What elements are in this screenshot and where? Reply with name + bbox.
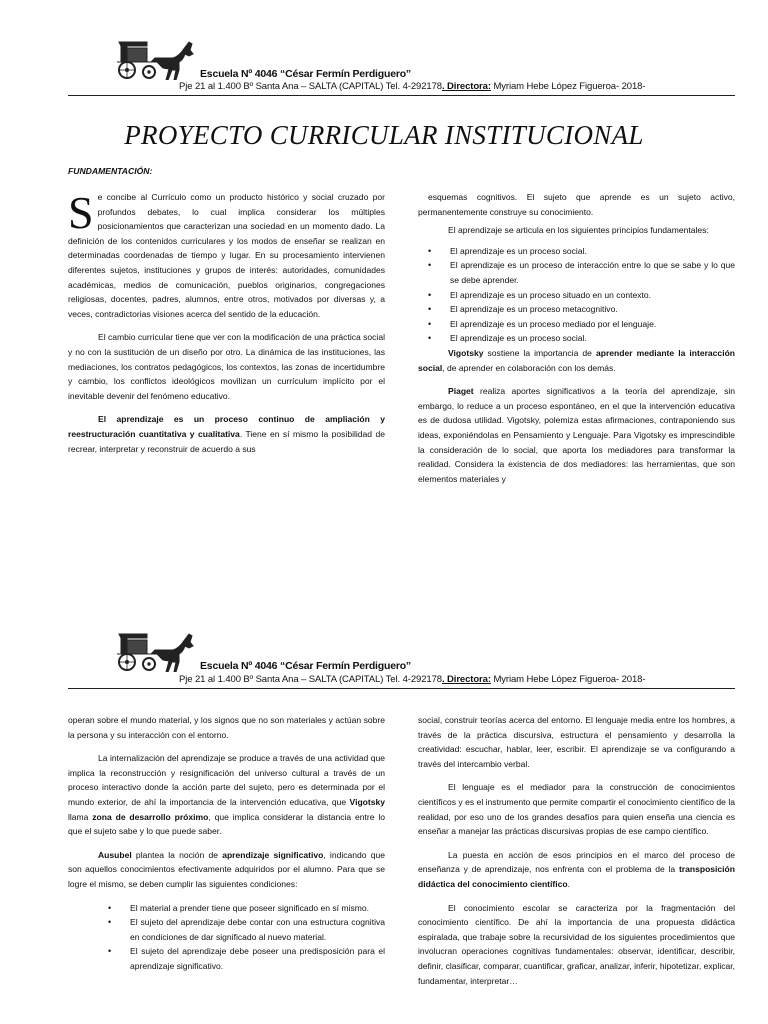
conditions-list [68,901,385,974]
list-item: • El aprendizaje es un proceso mediado por el lenguaje. [450,317,735,332]
paragraph: La internalización del aprendizaje se produce a través de una actividad que implica la reconstrucción y resignificación del universo cultural a través de un proceso interactivo donde la acción parte del sujeto, pero es determinada por el mundo exterior, de ahí la importancia de la intervención educativa, que Vigotsky llama zona de desarrollo próximo, que implica considerar la distancia entre lo que el sujeto sabe y lo que puede saber. [68,753,385,837]
paragraph: operan sobre el mundo material, y los signos que no son materiales y actúan sobre la persona y su interacción con el entorno. [68,715,385,740]
school-address: Pje 21 al 1.400 Bº Santa Ana – SALTA (CAPITAL) Tel. 4-292178. Directora: Myriam Hebe López Figueroa- 2018- [179,674,646,685]
horse-carriage-logo [113,628,199,672]
page2-left-column [68,713,385,974]
paragraph: Vigotsky sostiene la importancia de aprender mediante la interacción social, de aprender en colaboración con los demás. [418,347,736,373]
director-name: Myriam Hebe López Figueroa- 2018- [490,674,646,685]
paragraph: Se concibe al Currículo como un producto histórico y social cruzado por profundos debates, lo cual implica considerar los múltiples posicionamientos que caracterizan una sociedad en un momento dado. La definición de los contenidos curriculares y los modos de enseñar se realizan en determinadas coordenadas de tiempo y lugar. En su procesamiento intervienen diferentes sujetos, instituciones y grupos de interés: autoridades, comunidades académicas, medios de comunicación, pueblos originarios, congregaciones religiosas, docentes, padres, alumnos, entre otros, motivados por diversas y, a veces, contradictorias visiones acerca del sentido de la educación. [68,187,385,319]
school-name: Escuela Nº 4046 “César Fermín Perdiguero” [200,68,411,80]
director-name: Myriam Hebe López Figueroa- 2018- [490,81,646,92]
list-item: • El material a prender tiene que poseer significado en sí mismo. [130,901,385,916]
page1-left-column [68,187,385,456]
school-address: Pje 21 al 1.400 Bº Santa Ana – SALTA (CAPITAL) Tel. 4-292178. Directora: Myriam Hebe López Figueroa- 2018- [179,81,646,92]
list-item: • El sujeto del aprendizaje debe poseer una predisposición para el aprendizaje significativo. [130,944,385,973]
paragraph: esquemas cognitivos. El sujeto que aprende es un sujeto activo, permanentemente construye su conocimiento. [418,192,735,217]
horse-carriage-logo [113,36,199,80]
header-divider [68,688,735,689]
list-item: • El aprendizaje es un proceso de interacción entre lo que se sabe y lo que se debe aprender. [450,258,735,287]
paragraph: La puesta en acción de esos principios en el marco del proceso de enseñanza y de aprendizaje, nos enfrenta con el problema de la transposición didáctica del conocimiento científico. [418,849,735,889]
list-item: • El aprendizaje es un proceso social. [450,331,735,346]
section-subtitle: FUNDAMENTACIÓN: [68,166,153,176]
list-item: • El sujeto del aprendizaje debe contar con una estructura cognitiva en condiciones de dar significado al nuevo material. [130,915,385,944]
list-item: • El aprendizaje es un proceso social. [450,244,735,259]
school-name: Escuela Nº 4046 “César Fermín Perdiguero” [200,660,411,672]
page2-right-column [418,713,735,988]
paragraph: El lenguaje es el mediador para la construcción de conocimientos científicos y es el instrumento que permite compartir el conocimiento científico de la realidad, por eso uno de los grandes desafíos para quien enseña una ciencia es enseñar a manejar las prácticas discursivas propias de ese campo científico. [418,782,735,837]
principles-list [418,244,735,346]
page-title: PROYECTO CURRICULAR INSTITUCIONAL [124,120,644,150]
paragraph: Piaget realiza aportes significativos a la teoría del aprendizaje, sin embargo, lo reduce a un proceso espontáneo, en el que la intervención educativa es de dudosa utilidad. Vigotsky, polemiza estas afirmaciones, contraponiendo sus ideas, exponiéndolas en Pensamiento y Lenguaje. Para Vigotsky es imprescindible la consideración de lo social, que aporta los mediadores para transformar la realidad. Considera la existencia de dos mediadores: las herramientas, que son elementos materiales y [418,386,735,484]
list-item: • El aprendizaje es un proceso situado en un contexto. [450,288,735,303]
director-label: Directora: [447,81,491,92]
paragraph: El aprendizaje se articula en los siguientes principios fundamentales: [448,225,709,236]
paragraph: El aprendizaje es un proceso continuo de ampliación y reestructuración cuantitativa y cualitativa. Tiene en sí mismo la posibilidad de recrear, interpretar y reconstruir de acuerdo a sus [68,414,385,454]
list-item: • El aprendizaje es un proceso metacognitivo. [450,302,735,317]
paragraph: social, construir teorías acerca del entorno. El lenguaje media entre los hombres, a través de la práctica discursiva, estructura el pensamiento y desarrolla la creatividad: escuchar, hablar, leer, escribir. El aprendizaje se va configurando a través del intercambio verbal. [418,715,735,769]
drop-cap: S [68,187,94,238]
header-divider [68,95,735,96]
director-label: Directora: [447,674,491,685]
paragraph: Ausubel plantea la noción de aprendizaje significativo, indicando que son aquellos conocimientos efectivamente adquiridos por el alumno. Para que se logre el mismo, se deben cumplir las siguientes condiciones: [68,849,385,889]
paragraph: El cambio curricular tiene que ver con la modificación de una práctica social y no con la sustitución de un diseño por otro. La dinámica de las instituciones, las mediaciones, los contratos pedagógicos, los contextos, las zonas de incertidumbre y cambio, los conflictos ideológicos movilizan un currículum implícito por el inevitable devenir del fenómeno educativo. [68,332,385,401]
page1-right-column [418,190,735,486]
paragraph: El conocimiento escolar se caracteriza por la fragmentación del conocimiento científico. De ahí la importancia de una propuesta didáctica espiralada, que trabaje sobre la recursividad de los siguientes procedimientos que involucran operaciones cognitivas fundamentales: observar, identificar, describir, definir, clasificar, comparar, cuantificar, graficar, analizar, inferir, hipotetizar, explicar, fundamentar, interpretar… [418,902,735,986]
